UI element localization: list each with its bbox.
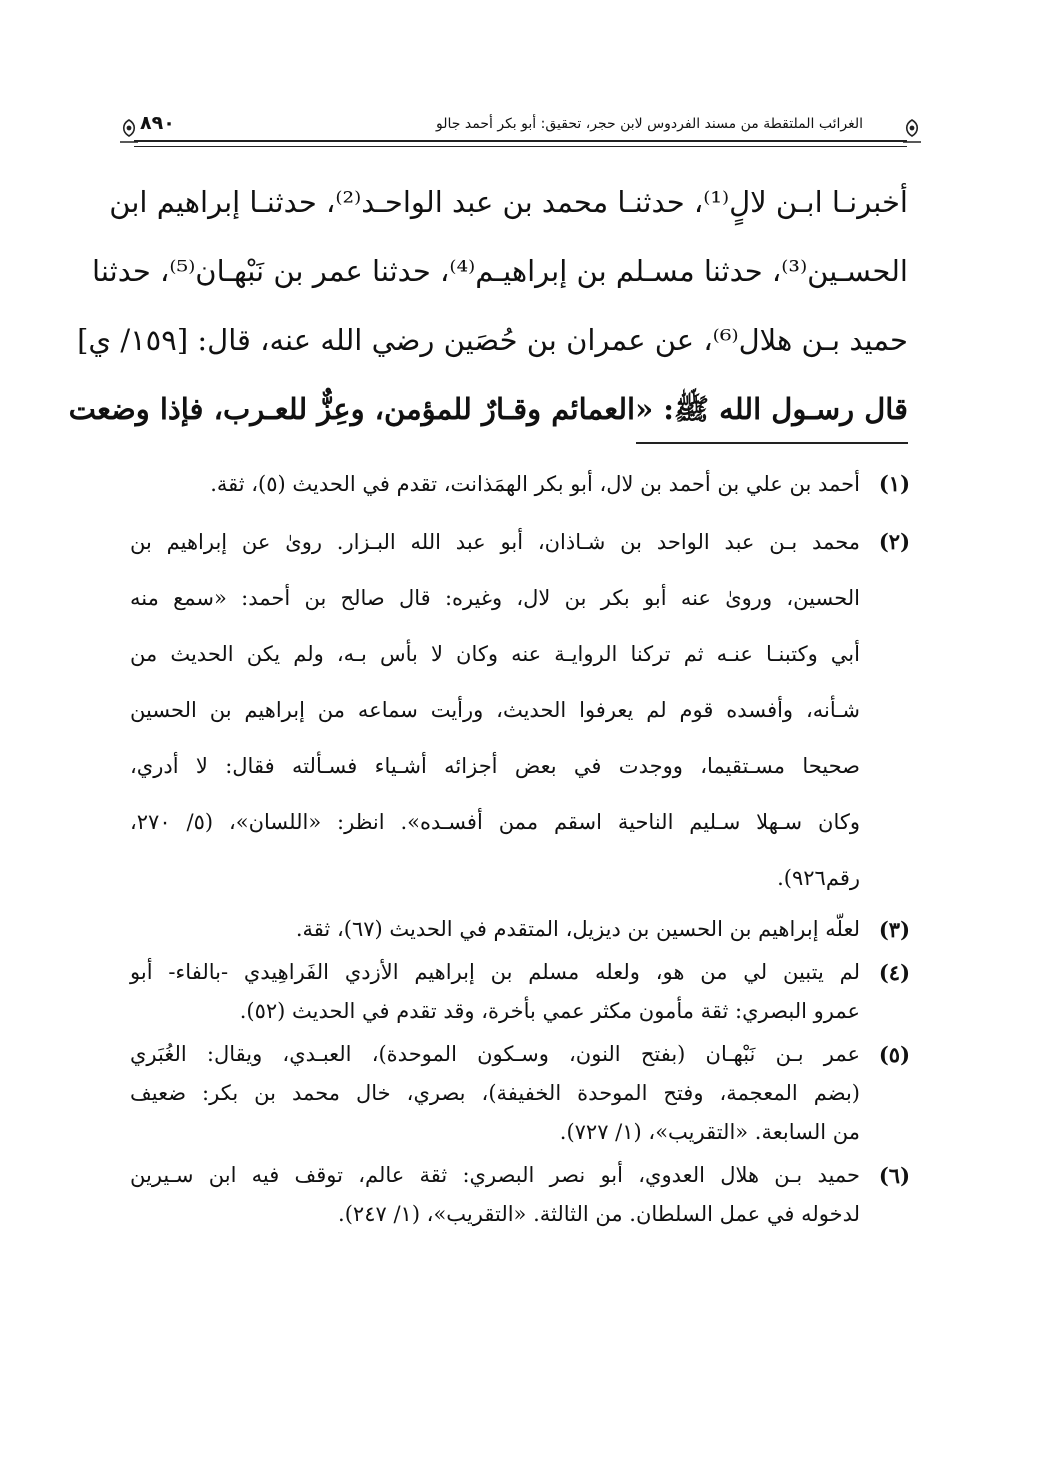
- footnote-line: لم يتبين لي من هو، ولعله مسلم بن إبراهيم الأزدي الفَراهِيدي -بالفاء- أبو: [130, 960, 860, 984]
- footnote: [130, 910, 910, 949]
- footnote-line: عمر بـن نَبْهـان (بفتح النون، وسـكون الموحدة)، العبـدي، ويقال: الغُبَري: [130, 1042, 860, 1066]
- footnote-line: أحمد بن علي بن أحمد بن لال، أبو بكر الهمَذانت، تقدم في الحديث (٥)، ثقة.: [210, 472, 860, 496]
- footnote-number: (٣): [878, 917, 910, 942]
- footnote-line: وكان سـهلا سـليم الناحية اسقم ممن أفسـده». انظر: «اللسان»، (٥/ ٢٧٠،: [130, 810, 860, 834]
- running-header: [118, 100, 923, 150]
- running-title: الغرائب الملتقطة من مسند الفردوس لابن حجر، تحقيق: أبو بكر أحمد جالو: [436, 116, 863, 132]
- footnote-line: حميد بـن هلال العدوي، أبو نصر البصري: ثقة عالم، توقف فيه ابن سـيرين: [130, 1163, 860, 1187]
- footnote-line: من السابعة. «التقريب»، (١/ ٧٢٧).: [559, 1120, 860, 1144]
- footnote: [130, 456, 910, 512]
- footnote-number: (٤): [878, 960, 910, 985]
- header-rule-thin: [134, 146, 907, 147]
- page-number: ٨٩٠: [140, 112, 175, 134]
- main-text-line: حميد بـن هلال⁽⁶⁾، عن عمران بن حُصَين رضي الله عنه، قال: [١٥٩/ ي]: [77, 323, 908, 357]
- header-rule: [134, 140, 907, 142]
- footnote-line: عمرو البصري: ثقة مأمون مكثر عمي بأخرة، وقد تقدم في الحديث (٥٢).: [239, 999, 860, 1023]
- footnote-line: شـأنه، وأفسده قوم لم يعرفوا الحديث، ورأيت سماعه من إبراهيم بن الحسين: [130, 698, 860, 722]
- footnote-line: رقم٩٢٦).: [777, 866, 860, 890]
- footnote: [130, 514, 910, 906]
- main-text-line: أخبرنـا ابـن لالٍ⁽¹⁾، حدثنـا محمد بن عبد الواحـد⁽²⁾، حدثنـا إبراهيم ابن: [109, 185, 908, 219]
- main-text-line: قال رسـول الله ﷺ: «العمائم وقـارٌ للمؤمن، وعِزٌّ للعـرب، فإذا وضعت: [68, 392, 908, 426]
- footnote-line: صحيحا مسـتقيما، ووجدت في بعض أجزائه أشـياء فسـألته فقال: لا أدري،: [130, 754, 860, 778]
- footnote: [130, 1156, 910, 1234]
- footnote-line: أبي وكتبنـا عنـه ثم تركنا الروايـة عنه وكان لا بأس بـه، ولم يكن الحديث من: [130, 642, 860, 666]
- footnote-number: (٥): [878, 1042, 910, 1067]
- footnote-line: (بضم المعجمة، وفتح الموحدة الخفيفة)، بصري، خال محمد بن بكر: ضعيف: [130, 1081, 860, 1105]
- footnote-number: (٢): [878, 529, 910, 554]
- footnote-line: لدخوله في عمل السلطان. من الثالثة. «التقريب»، (١/ ٢٤٧).: [338, 1202, 860, 1226]
- footnote-divider: [636, 442, 908, 444]
- footnotes: [130, 456, 910, 1234]
- footnote-number: (٦): [878, 1163, 910, 1188]
- main-text: [68, 168, 908, 444]
- footnote-line: لعلّه إبراهيم بن الحسين بن ديزيل، المتقدم في الحديث (٦٧)، ثقة.: [295, 917, 860, 941]
- footnote-line: الحسين، وروىٰ عنه أبو بكر بن لال، وغيره: قال صالح بن أحمد: «سمع منه: [130, 586, 860, 610]
- main-text-line: الحسـين⁽³⁾، حدثنا مسـلم بن إبراهيـم⁽⁴⁾، حدثنا عمر بن نَبْهـان⁽⁵⁾، حدثنا: [92, 254, 908, 288]
- footnote-number: (١): [878, 471, 910, 496]
- footnote: [130, 953, 910, 1031]
- footnote-line: محمد بـن عبد الواحد بن شـاذان، أبو عبد الله البـزار. روىٰ عن إبراهيم بن: [130, 530, 860, 554]
- footnote: [130, 1035, 910, 1152]
